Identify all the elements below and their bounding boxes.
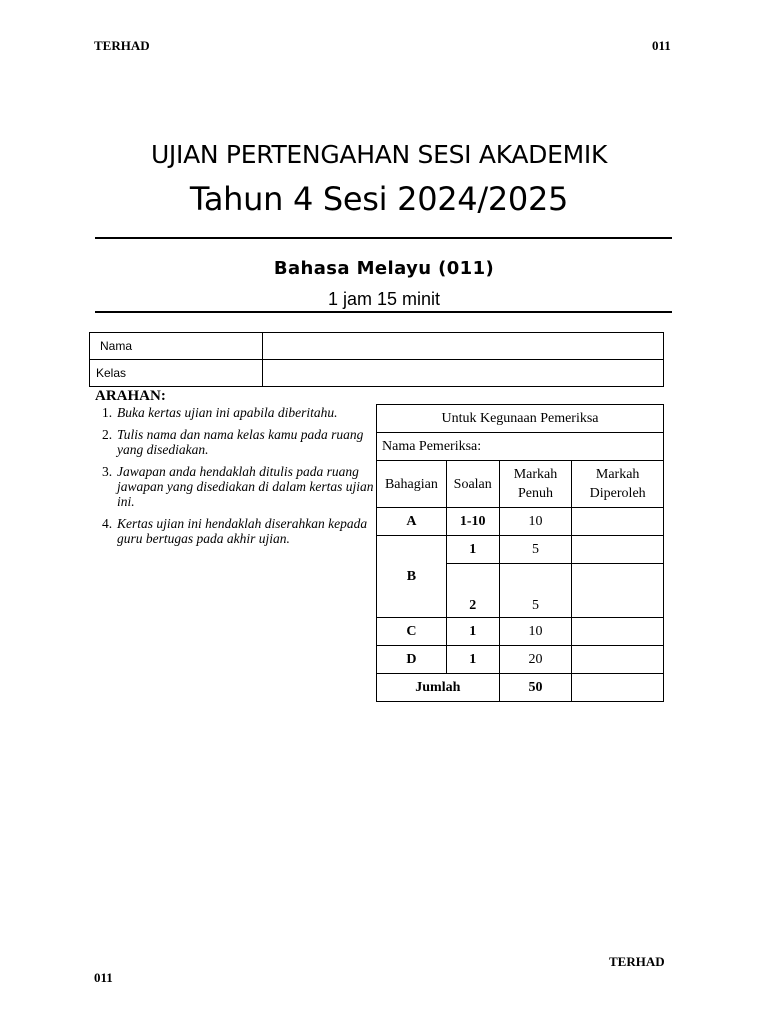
bottom-divider xyxy=(95,311,672,313)
obtained-marks-cell[interactable] xyxy=(572,536,664,564)
question-cell: 1 xyxy=(446,536,499,564)
full-marks-cell: 5 xyxy=(499,536,572,564)
instructions-list xyxy=(97,405,382,553)
table-row xyxy=(377,618,664,646)
examiner-table xyxy=(376,404,664,702)
header-obtained-marks: Markah Diperoleh xyxy=(572,461,664,508)
full-marks-cell: 10 xyxy=(499,618,572,646)
instruction-item: 2. Tulis nama dan nama kelas kamu pada ruang yang disediakan. xyxy=(102,427,364,457)
exam-title: UJIAN PERTENGAHAN SESI AKADEMIK xyxy=(150,140,608,169)
name-row xyxy=(90,333,664,360)
obtained-marks-cell[interactable] xyxy=(572,508,664,536)
instruction-item: 1. Buka kertas ujian ini apabila diberitahu. xyxy=(102,405,338,420)
section-cell: C xyxy=(377,618,447,646)
question-cell: 1-10 xyxy=(446,508,499,536)
table-row xyxy=(377,536,664,564)
section-cell: A xyxy=(377,508,447,536)
top-divider xyxy=(95,237,672,239)
exam-year-session: Tahun 4 Sesi 2024/2025 xyxy=(189,180,569,218)
full-marks-cell: 20 xyxy=(499,646,572,674)
obtained-marks-cell[interactable] xyxy=(572,646,664,674)
name-field[interactable] xyxy=(263,333,664,360)
examiner-table-title: Untuk Kegunaan Pemeriksa xyxy=(377,405,664,433)
question-cell: 2 xyxy=(446,564,499,618)
total-row xyxy=(377,674,664,702)
footer-paper-code: 011 xyxy=(94,970,113,985)
question-cell: 1 xyxy=(446,646,499,674)
table-row xyxy=(377,508,664,536)
footer-restricted-label: TERHAD xyxy=(609,954,665,969)
full-marks-cell: 10 xyxy=(499,508,572,536)
instruction-item: 4. Kertas ujian ini hendaklah diserahkan kepada guru bertugas pada akhir ujian. xyxy=(102,516,368,546)
header-paper-code: 011 xyxy=(652,38,671,53)
table-row xyxy=(377,646,664,674)
instruction-item: 3. Jawapan anda hendaklah ditulis pada ruang jawapan yang disediakan di dalam kertas ujian ini. xyxy=(102,464,374,509)
section-cell: D xyxy=(377,646,447,674)
section-cell: B xyxy=(377,536,447,618)
subject-title: Bahasa Melayu (011) xyxy=(273,258,495,279)
class-row xyxy=(90,360,664,387)
header-restricted-label: TERHAD xyxy=(94,38,150,53)
header-full-marks: Markah Penuh xyxy=(499,461,572,508)
class-label: Kelas xyxy=(90,360,263,387)
total-obtained-marks[interactable] xyxy=(572,674,664,702)
instructions-title: ARAHAN: xyxy=(95,388,166,404)
obtained-marks-cell[interactable] xyxy=(572,618,664,646)
full-marks-cell: 5 xyxy=(499,564,572,618)
examiner-name-field[interactable]: Nama Pemeriksa: xyxy=(377,433,664,461)
obtained-marks-cell[interactable] xyxy=(572,564,664,618)
student-identity-table xyxy=(89,332,664,387)
total-label: Jumlah xyxy=(377,674,500,702)
question-cell: 1 xyxy=(446,618,499,646)
header-section: Bahagian xyxy=(377,461,447,508)
class-field[interactable] xyxy=(263,360,664,387)
exam-duration: 1 jam 15 minit xyxy=(327,289,441,309)
name-label: Nama xyxy=(90,333,263,360)
header-question: Soalan xyxy=(446,461,499,508)
total-full-marks: 50 xyxy=(499,674,572,702)
